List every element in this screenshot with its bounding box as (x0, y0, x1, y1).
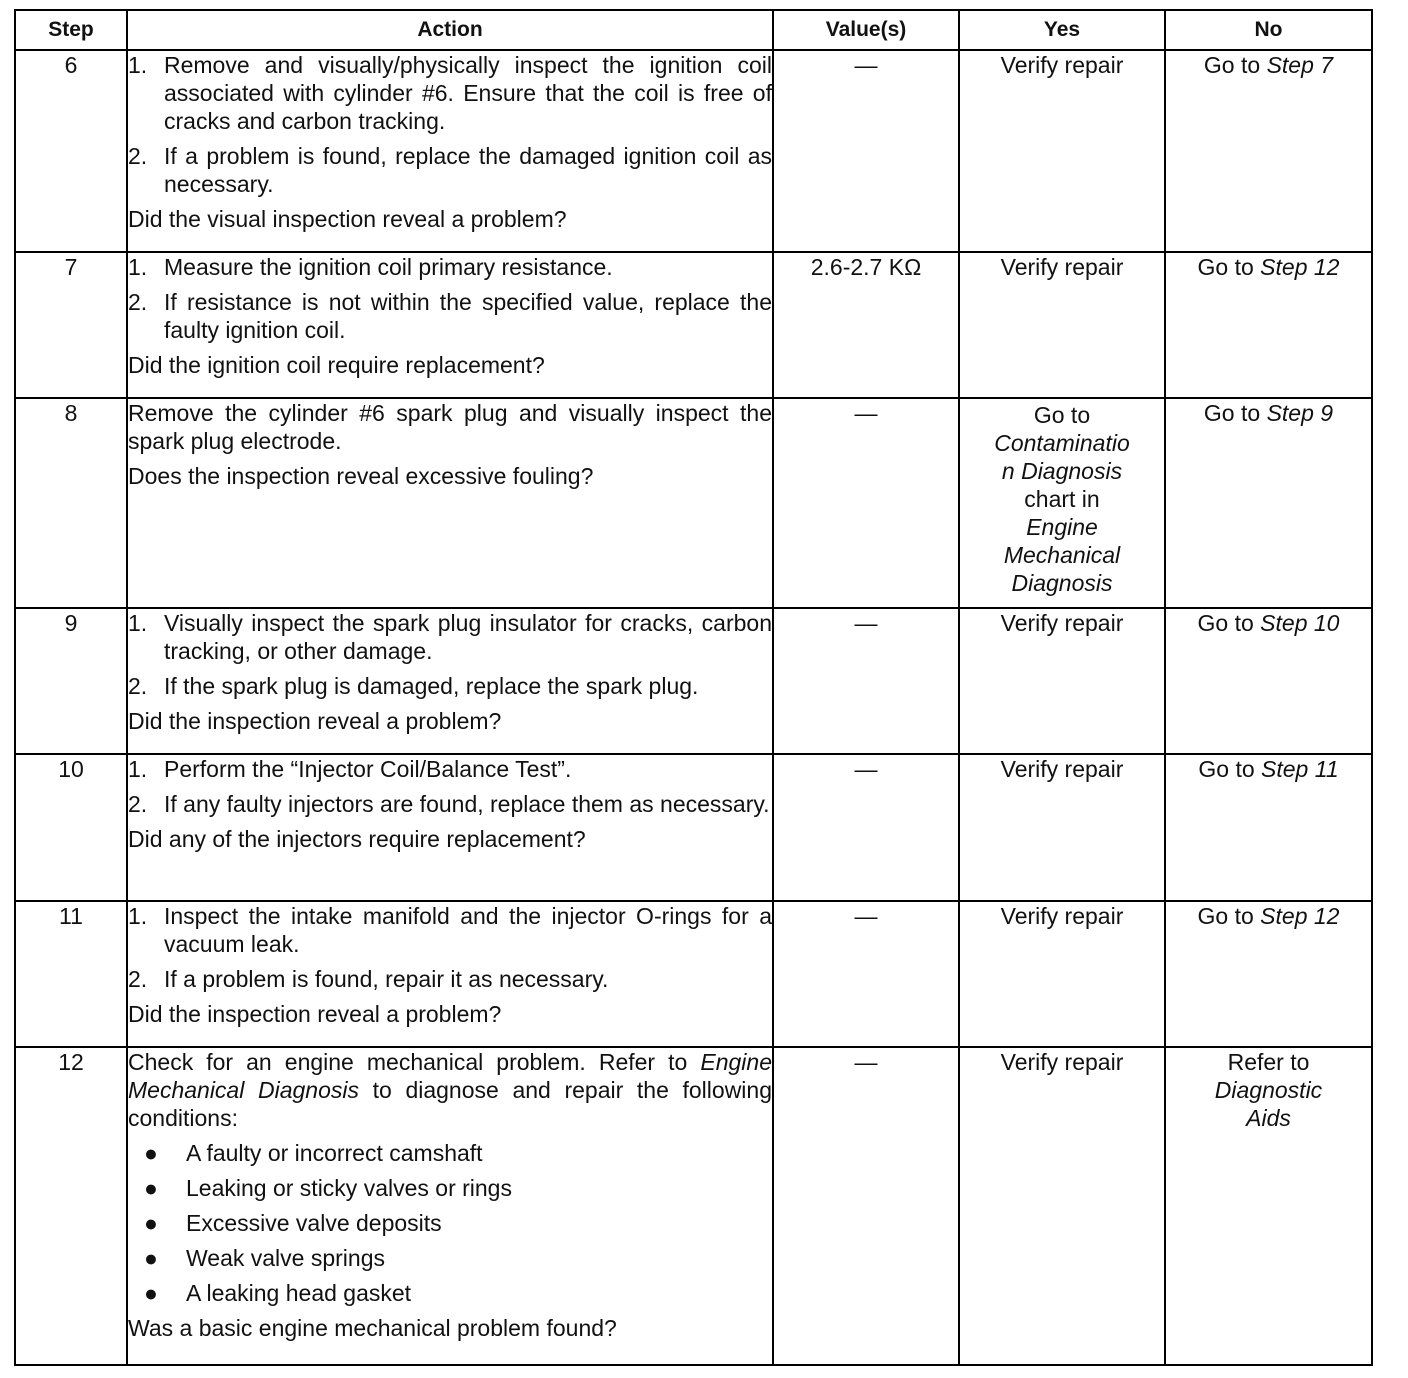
step-number: 11 (15, 901, 127, 1047)
header-yes: Yes (959, 10, 1165, 50)
table-row-step-6 (15, 50, 1372, 252)
table-row-step-11 (15, 901, 1372, 1047)
action-question: Did any of the injectors require replacement? (128, 826, 586, 852)
action-question: Did the inspection reveal a problem? (128, 1001, 502, 1027)
condition-item: ● A leaking head gasket (144, 1280, 412, 1306)
action-step-item: 1. Measure the ignition coil primary resistance. (128, 254, 613, 280)
value-cell: — (773, 50, 959, 252)
yes-cell: Verify repair (959, 252, 1165, 398)
chart-reference: Contaminatio (994, 430, 1130, 456)
step-number: 8 (15, 398, 127, 608)
header-step: Step (15, 10, 127, 50)
conditions-list (128, 1139, 772, 1307)
no-cell: Go to Step 10 (1165, 608, 1372, 754)
no-cell: Refer to Diagnostic Aids (1165, 1047, 1372, 1365)
header-no: No (1165, 10, 1372, 50)
step-reference: Step 10 (1260, 610, 1340, 636)
diagnostic-table (14, 9, 1373, 1366)
table-row-step-12 (15, 1047, 1372, 1365)
step-number: 10 (15, 754, 127, 901)
step-reference: Step 11 (1261, 756, 1339, 782)
section-reference: Engine (1026, 514, 1098, 540)
section-reference: Engine Mechanical Diagnosis (128, 1049, 772, 1103)
action-instruction: Remove the cylinder #6 spark plug and visually inspect the spark plug electrode. (128, 400, 772, 454)
no-cell: Go to Step 11 (1165, 754, 1372, 901)
action-cell (127, 754, 773, 901)
header-values: Value(s) (773, 10, 959, 50)
action-step-item: 2. If a problem is found, repair it as necessary. (128, 966, 609, 992)
value-cell: — (773, 754, 959, 901)
condition-item: ● Weak valve springs (144, 1245, 385, 1271)
no-cell: Go to Step 9 (1165, 398, 1372, 608)
value-cell: — (773, 1047, 959, 1365)
condition-item: ● A faulty or incorrect camshaft (144, 1140, 483, 1166)
action-cell (127, 398, 773, 608)
bullet-icon: ● (144, 1140, 158, 1166)
value-cell: — (773, 901, 959, 1047)
bullet-icon: ● (144, 1175, 158, 1201)
step-number: 6 (15, 50, 127, 252)
table-row-step-9 (15, 608, 1372, 754)
header-row (15, 10, 1372, 50)
step-reference: Step 9 (1266, 400, 1334, 426)
action-question: Does the inspection reveal excessive fouling? (128, 463, 594, 489)
action-step-item: 1. Perform the “Injector Coil/Balance Test”. (128, 756, 572, 782)
bullet-icon: ● (144, 1280, 158, 1306)
value-cell: — (773, 608, 959, 754)
action-steps-list (128, 902, 772, 993)
no-cell: Go to Step 12 (1165, 901, 1372, 1047)
section-reference: Aids (1246, 1105, 1291, 1131)
action-question: Was a basic engine mechanical problem found? (128, 1315, 617, 1341)
bullet-icon: ● (144, 1210, 158, 1236)
action-step-item: 2. If the spark plug is damaged, replace the spark plug. (128, 673, 699, 699)
step-reference: Step 12 (1260, 254, 1340, 280)
chart-reference: n Diagnosis (1001, 458, 1123, 484)
yes-cell: Verify repair (959, 608, 1165, 754)
yes-cell: Verify repair (959, 50, 1165, 252)
header-action: Action (127, 10, 773, 50)
action-step-item: 1. Inspect the intake manifold and the injector O-rings for a vacuum leak. (128, 903, 772, 957)
action-cell (127, 252, 773, 398)
value-cell: — (773, 398, 959, 608)
yes-cell: Verify repair (959, 901, 1165, 1047)
step-reference: Step 12 (1260, 903, 1340, 929)
action-step-item: 1. Remove and visually/physically inspect the ignition coil associated with cylinder #6. Ensure that the coil is free of cracks and carbon tracking. (128, 52, 772, 134)
action-steps-list (128, 609, 772, 700)
section-reference: Diagnosis (1011, 570, 1113, 596)
action-cell (127, 1047, 773, 1365)
action-cell (127, 50, 773, 252)
bullet-icon: ● (144, 1245, 158, 1271)
value-cell: 2.6-2.7 KΩ (773, 252, 959, 398)
step-number: 12 (15, 1047, 127, 1365)
action-step-item: 1. Visually inspect the spark plug insulator for cracks, carbon tracking, or other damage. (128, 610, 772, 664)
step-reference: Step 7 (1266, 52, 1334, 78)
step-number: 7 (15, 252, 127, 398)
action-step-item: 2. If resistance is not within the specified value, replace the faulty ignition coil. (128, 289, 772, 343)
step-number: 9 (15, 608, 127, 754)
yes-cell: Go to Contaminatio n Diagnosis chart in Engine Mechanical Diagnosis (959, 398, 1165, 608)
no-cell: Go to Step 12 (1165, 252, 1372, 398)
table-row-step-7 (15, 252, 1372, 398)
action-step-item: 2. If a problem is found, replace the damaged ignition coil as necessary. (128, 143, 772, 197)
yes-cell: Verify repair (959, 1047, 1165, 1365)
action-cell (127, 608, 773, 754)
section-reference: Mechanical (1003, 542, 1121, 568)
action-question: Did the ignition coil require replacement? (128, 352, 545, 378)
action-cell (127, 901, 773, 1047)
yes-cell: Verify repair (959, 754, 1165, 901)
section-reference: Diagnostic (1214, 1077, 1323, 1103)
condition-item: ● Leaking or sticky valves or rings (144, 1175, 512, 1201)
no-cell: Go to Step 7 (1165, 50, 1372, 252)
action-question: Did the visual inspection reveal a problem? (128, 206, 567, 232)
table-row-step-10 (15, 754, 1372, 901)
action-steps-list (128, 755, 772, 818)
condition-item: ● Excessive valve deposits (144, 1210, 442, 1236)
action-step-item: 2. If any faulty injectors are found, replace them as necessary. (128, 791, 770, 817)
table-row-step-8 (15, 398, 1372, 608)
action-instruction: Check for an engine mechanical problem. Refer to Engine Mechanical Diagnosis to diagnose and repair the following conditions: (128, 1049, 772, 1131)
action-question: Did the inspection reveal a problem? (128, 708, 502, 734)
action-steps-list (128, 253, 772, 344)
action-steps-list (128, 51, 772, 198)
